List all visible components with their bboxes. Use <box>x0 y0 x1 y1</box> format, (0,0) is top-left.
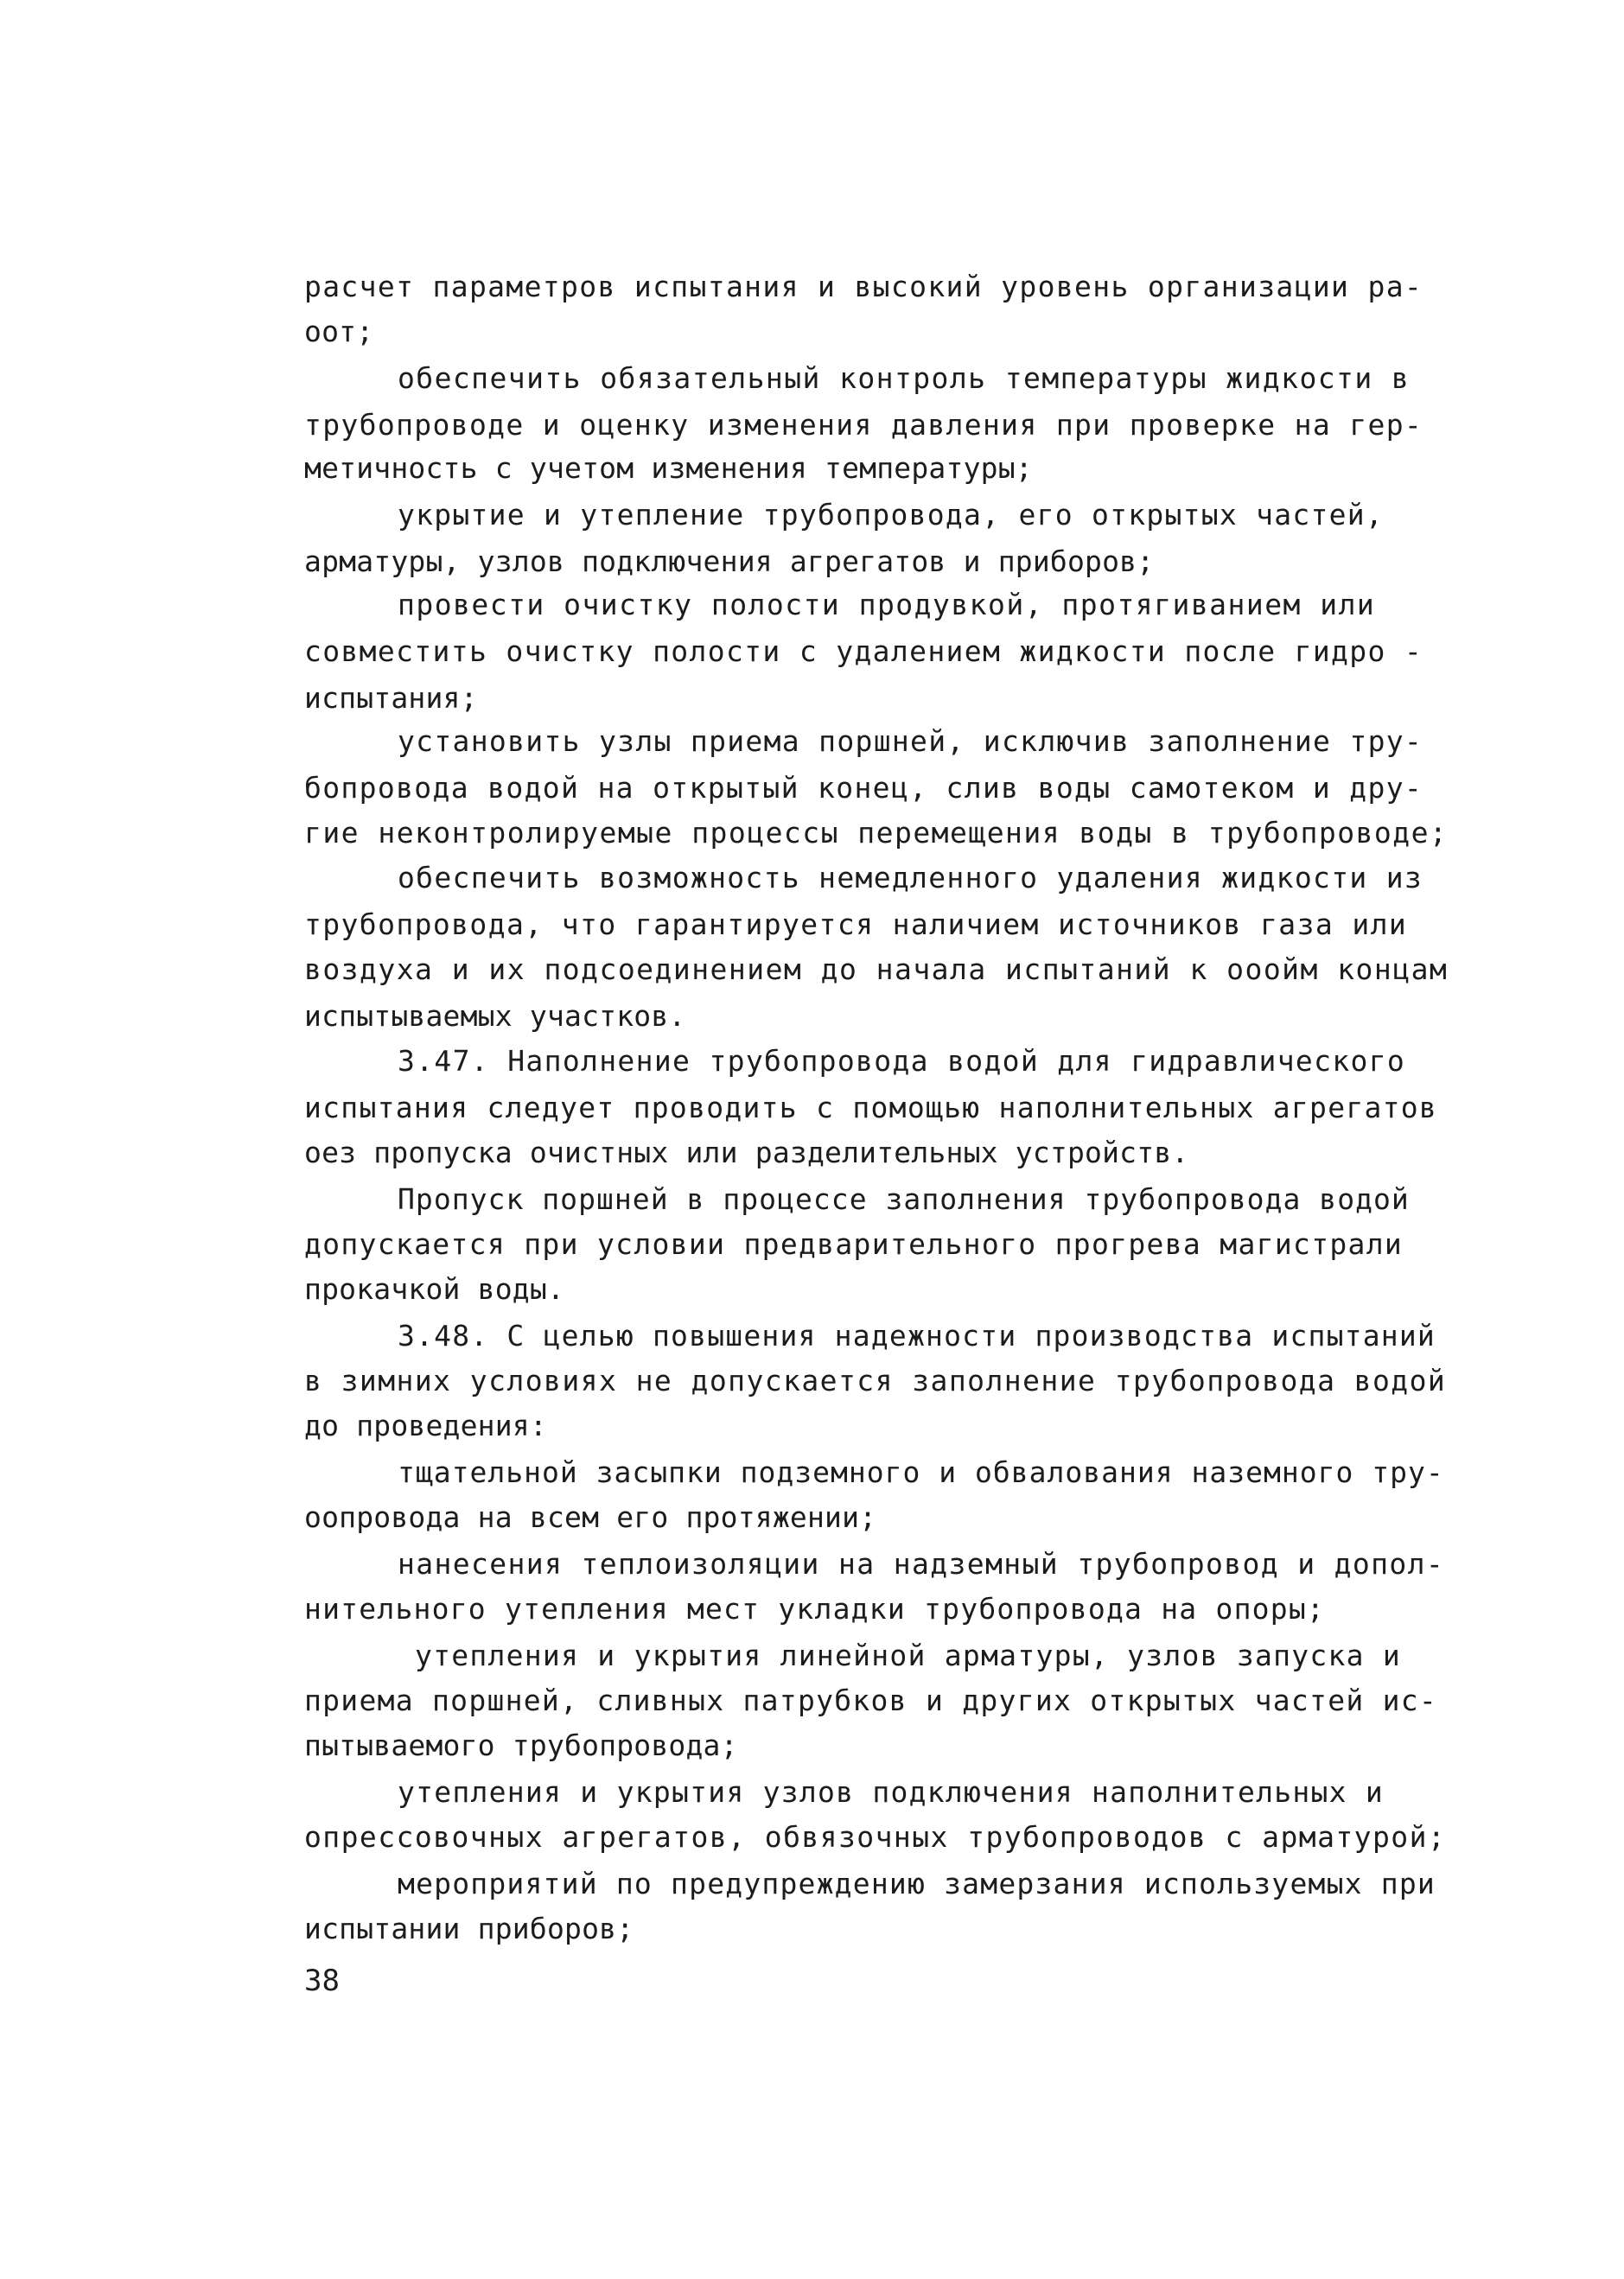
text-line: бопровода водой на открытый конец, слив воды самотеком и дру- <box>304 771 1423 805</box>
text-line: трубопроводе и оценку изменения давления при проверке на гер- <box>304 408 1423 442</box>
text-line: пытываемого трубопровода; <box>304 1728 738 1762</box>
text-line: оопровода на всем его протяжении; <box>304 1500 877 1534</box>
text-line: в зимних условиях не допускается заполнение трубопровода водой <box>304 1364 1447 1397</box>
text-line: совместить очистку полости с удалением жидкости после гидро - <box>304 634 1423 668</box>
text-line: прокачкой воды. <box>304 1272 565 1306</box>
text-line: испытываемых участков. <box>304 999 686 1033</box>
text-line: 3.47. Наполнение трубопровода водой для гидравлического <box>398 1044 1406 1078</box>
text-line: оот; <box>304 315 374 348</box>
text-line: провести очистку полости продувкой, протягиванием или <box>398 588 1376 621</box>
text-line: опрессовочных агрегатов, обвязочных трубопроводов с арматурой; <box>304 1820 1447 1854</box>
text-line: до проведения: <box>304 1409 547 1442</box>
text-line: обеспечить возможность немедленного удаления жидкости из <box>398 861 1423 894</box>
text-line: установить узлы приема поршней, исключив заполнение тру- <box>398 724 1423 758</box>
text-line: нанесения теплоизоляции на надземный трубопровод и допол- <box>398 1547 1445 1581</box>
text-line: тщательной засыпки подземного и обвалования наземного тру- <box>398 1455 1444 1489</box>
text-line: арматуры, узлов подключения агрегатов и приборов; <box>304 544 1155 578</box>
text-line: мероприятий по предупреждению замерзания используемых при <box>398 1867 1436 1900</box>
text-line: утепления и укрытия линейной арматуры, узлов запуска и <box>415 1639 1402 1672</box>
text-line: нительного утепления мест укладки трубопровода на опоры; <box>304 1592 1326 1626</box>
text-line: воздуха и их подсоединением до начала испытаний к ооойм концам <box>304 952 1449 986</box>
text-line: трубопровода, что гарантируется наличием источников газа или <box>304 907 1408 941</box>
text-line: испытания; <box>304 681 478 715</box>
text-line: Пропуск поршней в процессе заполнения трубопровода водой <box>398 1182 1410 1216</box>
text-line: приема поршней, сливных патрубков и других открытых частей ис- <box>304 1684 1438 1717</box>
text-line: допускается при условии предварительного прогрева магистрали <box>304 1227 1404 1261</box>
text-line: испытании приборов; <box>304 1912 634 1945</box>
text-line: утепления и укрытия узлов подключения наполнительных и <box>398 1775 1385 1809</box>
text-line: обеспечить обязательный контроль температуры жидкости в <box>398 361 1411 395</box>
text-line: гие неконтролируемые процессы перемещения воды в трубопроводе; <box>304 816 1449 850</box>
text-line: расчет параметров испытания и высокий уровень организации ра- <box>304 270 1423 303</box>
text-line: метичность с учетом изменения температуры; <box>304 451 1033 485</box>
text-line: 3.48. С целью повышения надежности производства испытаний <box>398 1319 1436 1353</box>
text-line: испытания следует проводить с помощью наполнительных агрегатов <box>304 1091 1438 1124</box>
text-line: укрытие и утепление трубопровода, его открытых частей, <box>398 498 1385 532</box>
text-line: оез пропуска очистных или разделительных устройств. <box>304 1136 1189 1169</box>
page-number: 38 <box>304 1964 340 1998</box>
